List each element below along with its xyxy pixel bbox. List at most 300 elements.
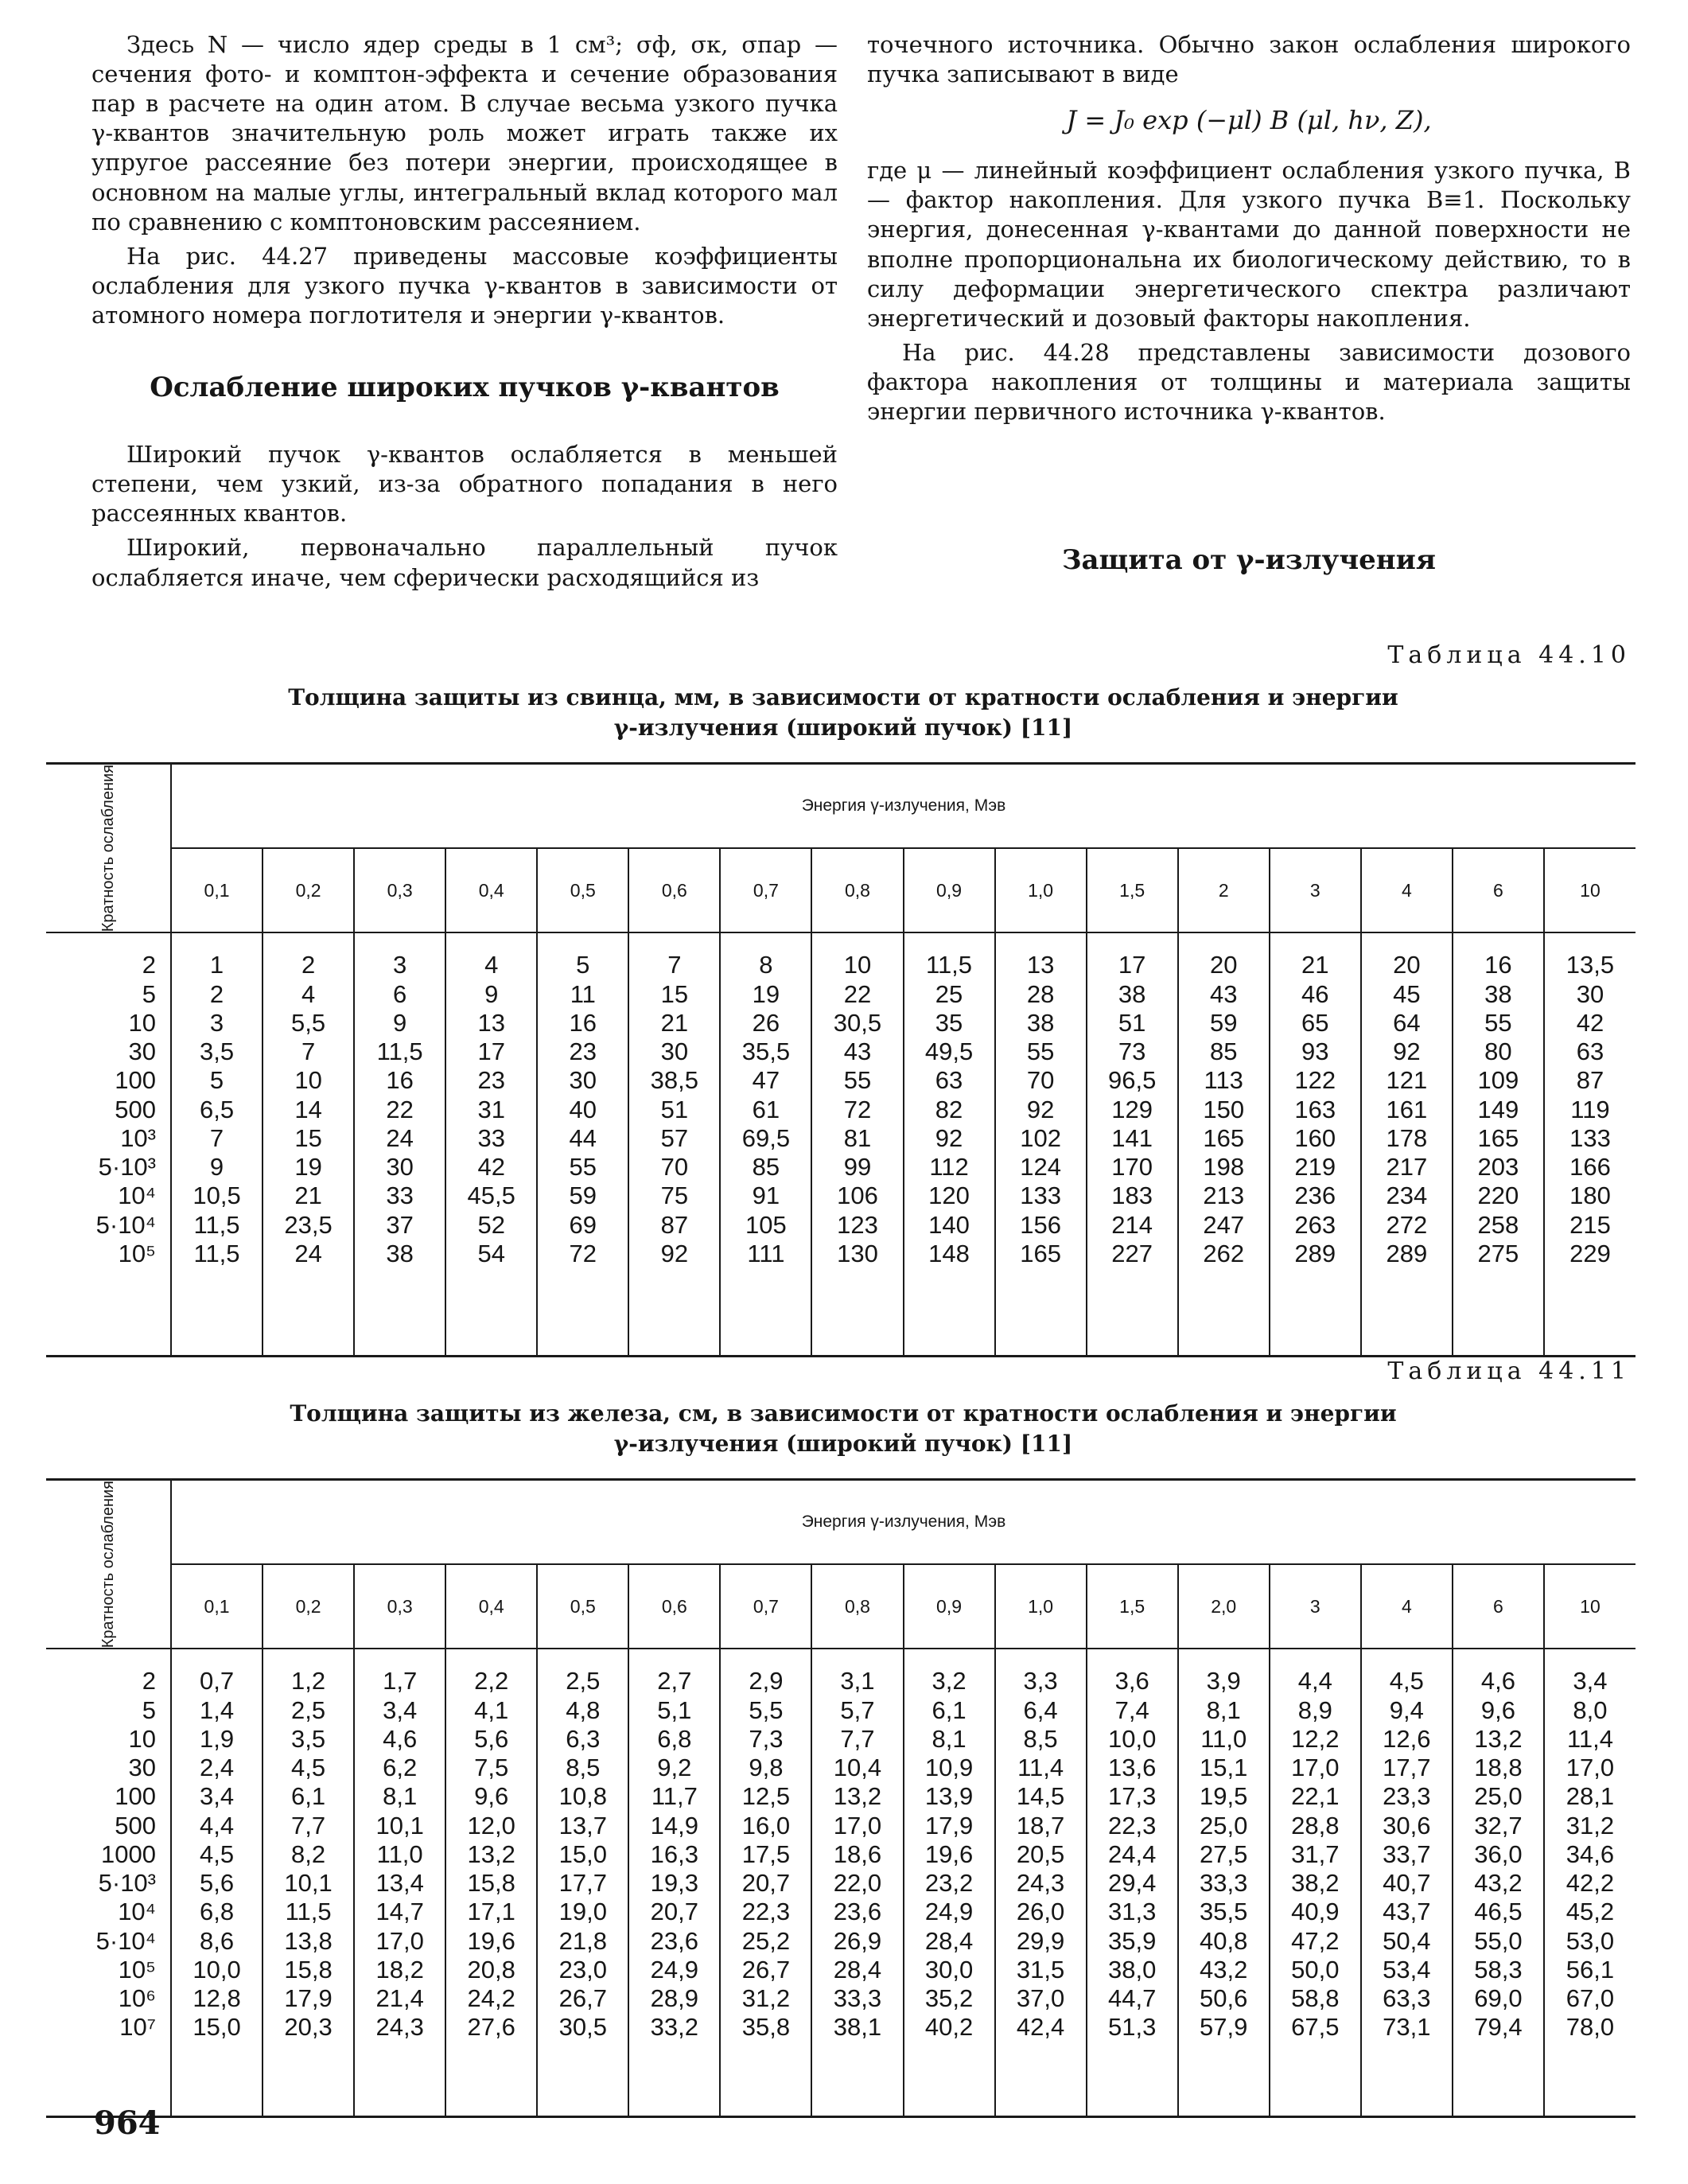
table-cell-value: 166 — [1569, 1153, 1611, 1182]
table-body-row — [46, 1649, 1635, 2116]
table-cell-value: 10 — [843, 951, 872, 979]
table-cell-value: 3,9 — [1206, 1667, 1241, 1695]
energy-column — [537, 932, 628, 1355]
table-cell-value: 53,0 — [1565, 1926, 1615, 1955]
table-cell-value: 43,7 — [1383, 1898, 1431, 1926]
table-cell-value: 10,8 — [558, 1782, 607, 1811]
table-cell-value: 8,1 — [932, 1724, 967, 1753]
table-cell-value: 23 — [477, 1066, 505, 1095]
table-cell-value: 28,1 — [1565, 1782, 1615, 1811]
table-cell-value: 4,6 — [1480, 1667, 1515, 1695]
table-cell-value: 23,6 — [650, 1926, 699, 1955]
table-cell-value: 120 — [928, 1182, 970, 1210]
row-label: 2 — [142, 951, 156, 979]
table-cell-value: 35,9 — [1107, 1926, 1157, 1955]
table-cell-value: 275 — [1477, 1239, 1519, 1267]
table-cell-value: 33,3 — [833, 1984, 882, 2013]
table-cell-value: 23,5 — [284, 1210, 333, 1239]
table-cell-value: 82 — [935, 1095, 963, 1123]
table-cell-value: 21 — [660, 1008, 689, 1037]
table-cell-value: 14 — [294, 1095, 322, 1123]
energy-column — [628, 1649, 720, 2116]
table-cell-value: 15 — [294, 1123, 322, 1152]
table-cell-value: 16,3 — [650, 1839, 699, 1868]
table-cell-value: 20,7 — [741, 1869, 791, 1898]
energy-value: 0,4 — [445, 1564, 537, 1649]
energy-column — [720, 1649, 811, 2116]
row-label: 500 — [115, 1095, 156, 1123]
row-label: 2 — [142, 1667, 156, 1695]
energy-value: 0,8 — [811, 1564, 903, 1649]
table-cell-value: 91 — [752, 1182, 780, 1210]
table-cell-value: 51,3 — [1107, 2013, 1157, 2042]
energy-value: 0,5 — [537, 1564, 628, 1649]
right-column — [867, 30, 1631, 576]
table-cell-value: 38,2 — [1291, 1869, 1340, 1898]
table-cell-value: 20,3 — [284, 2013, 333, 2042]
table-cell-value: 70 — [660, 1153, 689, 1182]
table-cell-value: 165 — [1203, 1123, 1245, 1152]
table-cell-value: 58,8 — [1291, 1984, 1340, 2013]
table-cell-value: 36,0 — [1474, 1839, 1523, 1868]
table-cell-value: 59 — [1209, 1008, 1238, 1037]
energy-value: 0,3 — [354, 1564, 445, 1649]
table-cell-value: 93 — [1301, 1037, 1329, 1066]
table-cell-value: 13,5 — [1565, 951, 1615, 979]
table-cell-value: 44 — [569, 1123, 597, 1152]
table-cell-value: 6,2 — [383, 1754, 418, 1782]
row-label: 10 — [128, 1724, 156, 1753]
row-label: 10⁴ — [118, 1898, 156, 1926]
table-cell-value: 42 — [477, 1153, 505, 1182]
energy-column — [445, 932, 537, 1355]
paragraph: Широкий пучок γ-квантов ослабляется в меньшей степени, чем узкий, из-за обратного попадания в него рассеянных квантов. — [91, 441, 838, 528]
energy-value: 0,7 — [720, 1564, 811, 1649]
table-cell-value: 180 — [1569, 1182, 1611, 1210]
table-cell-value: 17 — [1118, 951, 1146, 979]
table-cell-value: 20,8 — [467, 1955, 515, 1984]
table-cell-value: 3,4 — [1573, 1667, 1608, 1695]
table-cell-value: 7 — [209, 1123, 224, 1152]
table-cell-value: 17,7 — [558, 1869, 607, 1898]
table-cell-value: 24 — [386, 1123, 414, 1152]
row-label: 5·10³ — [98, 1153, 156, 1182]
table-cell-value: 11,5 — [376, 1037, 423, 1066]
energy-column — [1087, 1649, 1178, 2116]
table-cell-value: 21,8 — [558, 1926, 607, 1955]
table-cell-value: 3,5 — [291, 1724, 326, 1753]
energy-value: 0,9 — [904, 1564, 995, 1649]
table-cell-value: 19 — [752, 979, 780, 1008]
table-cell-value: 9,6 — [474, 1782, 509, 1811]
table-cell-value: 163 — [1294, 1095, 1336, 1123]
table-cell-value: 50,0 — [1291, 1955, 1340, 1984]
table-cell-value: 12,8 — [193, 1984, 241, 2013]
table-cell-value: 19 — [294, 1153, 322, 1182]
table-cell-value: 9 — [484, 979, 499, 1008]
table-cell-value: 17,0 — [1565, 1754, 1615, 1782]
table-cell-value: 31,2 — [1565, 1811, 1615, 1839]
table-cell-value: 8,5 — [1023, 1724, 1058, 1753]
table-cell-value: 43 — [843, 1037, 872, 1066]
energy-column — [720, 932, 811, 1355]
paragraph: На рис. 44.27 приведены массовые коэффициенты ослабления для узкого пучка γ-квантов в зависимости от атомного номера поглотителя и энергии γ-квантов. — [91, 242, 838, 329]
table-cell-value: 19,0 — [558, 1898, 607, 1926]
energy-value: 1,0 — [995, 1564, 1087, 1649]
table-cell-value: 213 — [1203, 1182, 1245, 1210]
table-cell-value: 33,2 — [650, 2013, 699, 2042]
table-cell-value: 73 — [1118, 1037, 1146, 1066]
energy-value: 0,1 — [171, 1564, 263, 1649]
table-cell-value: 28,4 — [833, 1955, 882, 1984]
row-label: 5·10⁴ — [95, 1210, 156, 1239]
table-cell-value: 3,4 — [383, 1695, 418, 1724]
table-cell-value: 4,4 — [1297, 1667, 1332, 1695]
table-cell-value: 70 — [1026, 1066, 1055, 1095]
table-cell-value: 3,1 — [840, 1667, 875, 1695]
table-cell-value: 11,0 — [376, 1839, 423, 1868]
table-cell-value: 17,1 — [467, 1898, 515, 1926]
table-cell-value: 17,9 — [284, 1984, 333, 2013]
table-cell-value: 47,2 — [1291, 1926, 1340, 1955]
table-cell-value: 17,0 — [375, 1926, 424, 1955]
table-cell-value: 56,1 — [1565, 1955, 1615, 1984]
table-cell-value: 46 — [1301, 979, 1329, 1008]
energy-column — [171, 1649, 263, 2116]
table-cell-value: 92 — [935, 1123, 963, 1152]
energy-column — [1178, 932, 1270, 1355]
energy-column — [354, 932, 445, 1355]
table-cell-value: 67,5 — [1291, 2013, 1340, 2042]
table-cell-value: 40 — [569, 1095, 597, 1123]
table-cell-value: 63,3 — [1383, 1984, 1431, 2013]
table-cell-value: 1,9 — [199, 1724, 235, 1753]
table-cell-value: 33 — [386, 1182, 414, 1210]
table-cell-value: 45 — [1393, 979, 1421, 1008]
table-cell-value: 4,1 — [474, 1695, 509, 1724]
table-cell-value: 50,6 — [1200, 1984, 1248, 2013]
table-cell-value: 7 — [301, 1037, 316, 1066]
table-cell-value: 24 — [294, 1239, 322, 1267]
row-label: 10³ — [120, 1123, 156, 1152]
table-cell-value: 20 — [1393, 951, 1421, 979]
table-cell-value: 29,4 — [1107, 1869, 1157, 1898]
energy-header: Энергия γ-излучения, Мэв — [171, 1481, 1635, 1564]
energy-value: 2,0 — [1178, 1564, 1270, 1649]
table-cell-value: 9,4 — [1389, 1695, 1424, 1724]
table-cell-value: 149 — [1477, 1095, 1519, 1123]
table-cell-value: 183 — [1111, 1182, 1153, 1210]
energy-column — [1178, 1649, 1270, 2116]
table-cell-value: 2,5 — [566, 1667, 601, 1695]
table-cell-value: 111 — [747, 1239, 785, 1267]
table-cell-value: 5,6 — [199, 1869, 235, 1898]
table-cell-value: 11,4 — [1017, 1754, 1064, 1782]
table-cell-value: 9 — [209, 1153, 224, 1182]
table-cell-value: 30,6 — [1383, 1811, 1431, 1839]
table-cell-value: 22,3 — [1107, 1811, 1157, 1839]
table-cell-value: 30 — [1576, 979, 1604, 1008]
row-label: 10⁴ — [118, 1182, 156, 1210]
table-cell-value: 198 — [1203, 1153, 1245, 1182]
table-cell-value: 4,5 — [1389, 1667, 1424, 1695]
energy-column — [995, 1649, 1087, 2116]
row-header-label: Кратность ослабления — [99, 1481, 117, 1649]
table-cell-value: 5,7 — [840, 1695, 875, 1724]
table-cell-value: 92 — [660, 1239, 689, 1267]
energy-column — [904, 1649, 995, 2116]
table-cell-value: 13,8 — [284, 1926, 333, 1955]
table-caption: Таблица 44.10 — [1387, 641, 1631, 669]
table-cell-value: 6,5 — [199, 1095, 235, 1123]
table-cell-value: 55 — [569, 1153, 597, 1182]
table-cell-value: 229 — [1569, 1239, 1611, 1267]
table-cell-value: 45,2 — [1565, 1898, 1615, 1926]
table-cell-value: 215 — [1569, 1210, 1611, 1239]
table-cell-value: 31,2 — [741, 1984, 791, 2013]
table-cell-value: 8,0 — [1573, 1695, 1608, 1724]
table-cell-value: 124 — [1020, 1153, 1061, 1182]
table-cell-value: 247 — [1203, 1210, 1245, 1239]
table-cell-value: 47 — [752, 1066, 780, 1095]
table-cell-value: 121 — [1386, 1066, 1428, 1095]
row-label: 30 — [128, 1037, 156, 1066]
energy-value: 0,6 — [628, 848, 720, 932]
table-cell-value: 4 — [301, 979, 316, 1008]
table-cell-value: 0,7 — [199, 1667, 235, 1695]
table-cell-value: 92 — [1026, 1095, 1055, 1123]
table-cell-value: 19,6 — [924, 1839, 974, 1868]
table-cell-value: 30,5 — [833, 1008, 882, 1037]
table-title-line: γ-излучения (широкий пучок) [11] — [613, 1430, 1073, 1457]
table-cell-value: 7,5 — [474, 1754, 509, 1782]
energy-column — [1544, 932, 1635, 1355]
table-cell-value: 26,7 — [741, 1955, 791, 1984]
table-cell-value: 31,3 — [1107, 1898, 1157, 1926]
table-title-line: γ-излучения (широкий пучок) [11] — [613, 714, 1073, 741]
table-cell-value: 55,0 — [1474, 1926, 1523, 1955]
row-header-label: Кратность ослабления — [99, 765, 117, 932]
energy-column — [263, 932, 354, 1355]
table-cell-value: 30,5 — [558, 2013, 607, 2042]
table-cell-value: 263 — [1294, 1210, 1336, 1239]
table-cell-value: 24,3 — [1016, 1869, 1065, 1898]
table-cell-value: 30 — [660, 1037, 689, 1066]
table-cell-value: 23,2 — [924, 1869, 974, 1898]
table-cell-value: 6,8 — [199, 1898, 235, 1926]
table-cell-value: 140 — [928, 1210, 970, 1239]
table-cell-value: 15,8 — [467, 1869, 515, 1898]
table-cell-value: 25,2 — [741, 1926, 791, 1955]
table-cell-value: 7,4 — [1114, 1695, 1149, 1724]
energy-value: 1,5 — [1087, 848, 1178, 932]
table-cell-value: 10 — [294, 1066, 322, 1095]
row-label: 100 — [115, 1066, 156, 1095]
table-cell-value: 17,9 — [924, 1811, 974, 1839]
table-cell-value: 289 — [1386, 1239, 1428, 1267]
table-title — [159, 683, 1527, 743]
table-cell-value: 8,5 — [566, 1754, 601, 1782]
table-cell-value: 54 — [477, 1239, 505, 1267]
data-table — [46, 1481, 1635, 2116]
table-cell-value: 35 — [935, 1008, 963, 1037]
table-cell-value: 31,5 — [1016, 1955, 1065, 1984]
energy-value: 0,3 — [354, 848, 445, 932]
table-cell-value: 13,9 — [924, 1782, 974, 1811]
table-cell-value: 42,2 — [1565, 1869, 1615, 1898]
section-heading: Защита от γ-излучения — [1061, 544, 1437, 577]
table-cell-value: 13,2 — [1474, 1724, 1523, 1753]
table-cell-value: 17,0 — [833, 1811, 882, 1839]
table-title-line: Толщина защиты из свинца, мм, в зависимости от кратности ослабления и энергии — [288, 684, 1398, 710]
row-label: 5·10⁴ — [95, 1926, 156, 1955]
table-cell-value: 11,5 — [193, 1210, 240, 1239]
table-cell-value: 165 — [1477, 1123, 1519, 1152]
table-cell-value: 32,7 — [1474, 1811, 1523, 1839]
table-cell-value: 25,0 — [1474, 1782, 1523, 1811]
table-cell-value: 37,0 — [1016, 1984, 1065, 2013]
table-cell-value: 133 — [1569, 1123, 1611, 1152]
row-labels-cell — [46, 932, 171, 1355]
table-cell-value: 69 — [569, 1210, 597, 1239]
table-cell-value: 28,4 — [924, 1926, 974, 1955]
table-cell-value: 4,4 — [199, 1811, 235, 1839]
table-cell-value: 44,7 — [1107, 1984, 1157, 2013]
table-cell-value: 112 — [929, 1153, 969, 1182]
table-cell-value: 4,5 — [199, 1839, 235, 1868]
table-cell-value: 3,4 — [199, 1782, 235, 1811]
table-cell-value: 34,6 — [1565, 1839, 1615, 1868]
row-labels-cell — [46, 1649, 171, 2116]
table-cell-value: 16 — [386, 1066, 414, 1095]
table-cell-value: 165 — [1020, 1239, 1061, 1267]
energy-value: 0,8 — [811, 848, 903, 932]
energy-value: 1,0 — [995, 848, 1087, 932]
table-cell-value: 11,5 — [926, 951, 973, 979]
table-cell-value: 8,2 — [291, 1839, 326, 1868]
table-cell-value: 236 — [1294, 1182, 1336, 1210]
table-cell-value: 24,4 — [1107, 1839, 1157, 1868]
table-cell-value: 15,8 — [284, 1955, 333, 1984]
table-cell-value: 13 — [1026, 951, 1055, 979]
table-cell-value: 61 — [752, 1095, 780, 1123]
row-label: 5 — [142, 979, 156, 1008]
row-label: 1000 — [101, 1839, 156, 1868]
table-cell-value: 214 — [1111, 1210, 1153, 1239]
table-cell-value: 22 — [386, 1095, 414, 1123]
table-cell-value: 18,8 — [1474, 1754, 1523, 1782]
table-cell-value: 17,7 — [1383, 1754, 1431, 1782]
table-cell-value: 30 — [569, 1066, 597, 1095]
table-cell-value: 122 — [1294, 1066, 1336, 1095]
table-cell-value: 43 — [1209, 979, 1238, 1008]
table-cell-value: 11 — [570, 979, 596, 1008]
energy-column — [537, 1649, 628, 2116]
table-cell-value: 9,2 — [657, 1754, 692, 1782]
table-cell-value: 17,5 — [741, 1839, 791, 1868]
table-cell-value: 96,5 — [1107, 1066, 1157, 1095]
table-cell-value: 10,4 — [833, 1754, 882, 1782]
paragraph: Широкий, первоначально параллельный пучок ослабляется иначе, чем сферически расходящийся из — [91, 534, 838, 591]
table-cell-value: 28,9 — [650, 1984, 699, 2013]
table-cell-value: 6,1 — [932, 1695, 967, 1724]
energy-column — [1270, 1649, 1361, 2116]
table-cell-value: 25 — [935, 979, 963, 1008]
table-cell-value: 12,6 — [1383, 1724, 1431, 1753]
table-cell-value: 73,1 — [1383, 2013, 1431, 2042]
table-cell-value: 51 — [1118, 1008, 1146, 1037]
table-cell-value: 72 — [569, 1239, 597, 1267]
energy-column — [1544, 1649, 1635, 2116]
table-cell-value: 19,6 — [467, 1926, 515, 1955]
table-cell-value: 220 — [1477, 1182, 1519, 1210]
table-cell-value: 15,0 — [558, 1839, 607, 1868]
table-cell-value: 51 — [660, 1095, 689, 1123]
row-label: 100 — [115, 1782, 156, 1811]
table-cell-value: 160 — [1294, 1123, 1336, 1152]
table-caption: Таблица 44.11 — [1387, 1357, 1631, 1385]
energy-column — [1453, 932, 1544, 1355]
iron-shielding-table — [46, 1478, 1635, 2118]
table-cell-value: 33,3 — [1200, 1869, 1248, 1898]
energy-value: 3 — [1270, 848, 1361, 932]
table-cell-value: 55 — [843, 1066, 872, 1095]
table-cell-value: 75 — [660, 1182, 689, 1210]
table-cell-value: 2 — [209, 979, 224, 1008]
table-cell-value: 5,5 — [291, 1008, 326, 1037]
table-cell-value: 63 — [1576, 1037, 1604, 1066]
energy-value: 6 — [1453, 1564, 1544, 1649]
table-cell-value: 10,5 — [193, 1182, 241, 1210]
energy-value: 1,5 — [1087, 1564, 1178, 1649]
table-cell-value: 3 — [393, 951, 407, 979]
row-label: 30 — [128, 1754, 156, 1782]
table-cell-value: 65 — [1301, 1008, 1329, 1037]
table-cell-value: 109 — [1477, 1066, 1519, 1095]
table-cell-value: 16,0 — [741, 1811, 791, 1839]
table-cell-value: 16 — [1484, 951, 1512, 979]
left-column — [91, 30, 838, 598]
table-cell-value: 23 — [569, 1037, 597, 1066]
energy-value: 4 — [1361, 1564, 1453, 1649]
table-cell-value: 20,5 — [1016, 1839, 1065, 1868]
energy-value: 10 — [1544, 848, 1635, 932]
table-cell-value: 35,8 — [741, 2013, 791, 2042]
table-cell-value: 2,5 — [291, 1695, 326, 1724]
table-cell-value: 123 — [837, 1210, 878, 1239]
table-cell-value: 40,9 — [1291, 1898, 1340, 1926]
table-cell-value: 7,7 — [291, 1811, 326, 1839]
table-cell-value: 30 — [386, 1153, 414, 1182]
row-label: 500 — [115, 1811, 156, 1839]
table-cell-value: 148 — [928, 1239, 970, 1267]
table-cell-value: 3,5 — [199, 1037, 235, 1066]
table-cell-value: 35,2 — [924, 1984, 974, 2013]
energy-value: 2 — [1178, 848, 1270, 932]
table-cell-value: 40,2 — [924, 2013, 974, 2042]
table-cell-value: 50,4 — [1383, 1926, 1431, 1955]
table-cell-value: 6 — [393, 979, 407, 1008]
table-cell-value: 2,2 — [474, 1667, 509, 1695]
table-cell-value: 64 — [1393, 1008, 1421, 1037]
table-cell-value: 2,7 — [657, 1667, 692, 1695]
section-heading: Ослабление широких пучков γ-квантов — [150, 372, 780, 404]
table-cell-value: 2,4 — [199, 1754, 235, 1782]
row-header-cell — [46, 1481, 171, 1649]
energy-column — [1361, 1649, 1453, 2116]
table-cell-value: 2,9 — [749, 1667, 784, 1695]
table-cell-value: 21 — [1301, 951, 1329, 979]
